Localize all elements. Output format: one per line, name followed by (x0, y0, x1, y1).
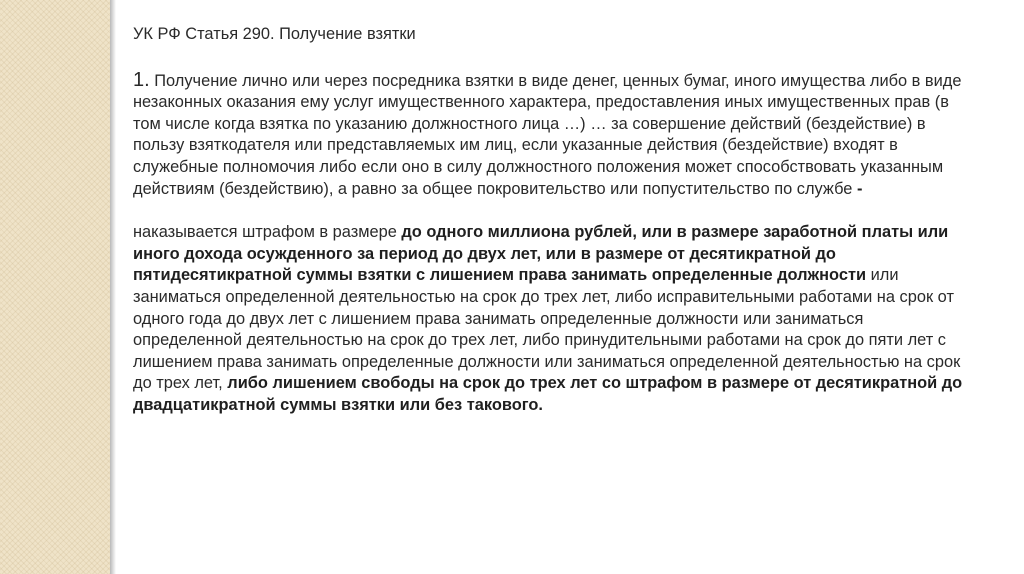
definition-dash: - (856, 179, 863, 198)
slide-content (133, 24, 973, 417)
punishment-middle: или заниматься определенной деятельностью на срок до трех лет, либо исправительными работами на срок от одного года до двух лет с лишением права занимать определенные должности или заниматься определенной деятельностью на срок до трех лет, либо принудительными работами на срок до пяти лет с лишением права занимать определенные должности или заниматься определенной деятельностью на срок до трех лет, (133, 266, 961, 393)
paragraph-number: 1. (133, 68, 150, 91)
punishment-lead: наказывается штрафом в размере (133, 223, 402, 242)
slide-title: УК РФ Статья 290. Получение взятки (133, 25, 416, 43)
paragraph-definition (133, 70, 973, 201)
punishment-imprisonment-bold: либо лишением свободы на срок до трех лет со штрафом в размере от десятикратной до двадцатикратной суммы взятки или без такового. (133, 374, 963, 414)
definition-text: Получение лично или через посредника взятки в виде денег, ценных бумаг, иного имущества либо в виде незаконных оказания ему услуг имущественного характера, предоставления иных имущественных прав (в том числе когда взятка по указанию должностного лица …) … за совершение действий (бездействие) в пользу взяткодателя или представляемых им лиц, если указанные действия (бездействие) входят в служебные полномочия либо если оно в силу должностного положения может способствовать указанным действиям (бездействию), а равно за общее покровительство или попустительство по службе (133, 71, 962, 198)
sidebar-shadow (110, 0, 116, 574)
decorative-sidebar (0, 0, 110, 574)
paragraph-punishment (133, 222, 973, 416)
punishment-fine-bold: до одного миллиона рублей, или в размере заработной платы или иного дохода осужденного за период до двух лет, или в размере от десятикратной до пятидесятикратной суммы взятки с лишением права занимать определенные должности (133, 223, 949, 285)
